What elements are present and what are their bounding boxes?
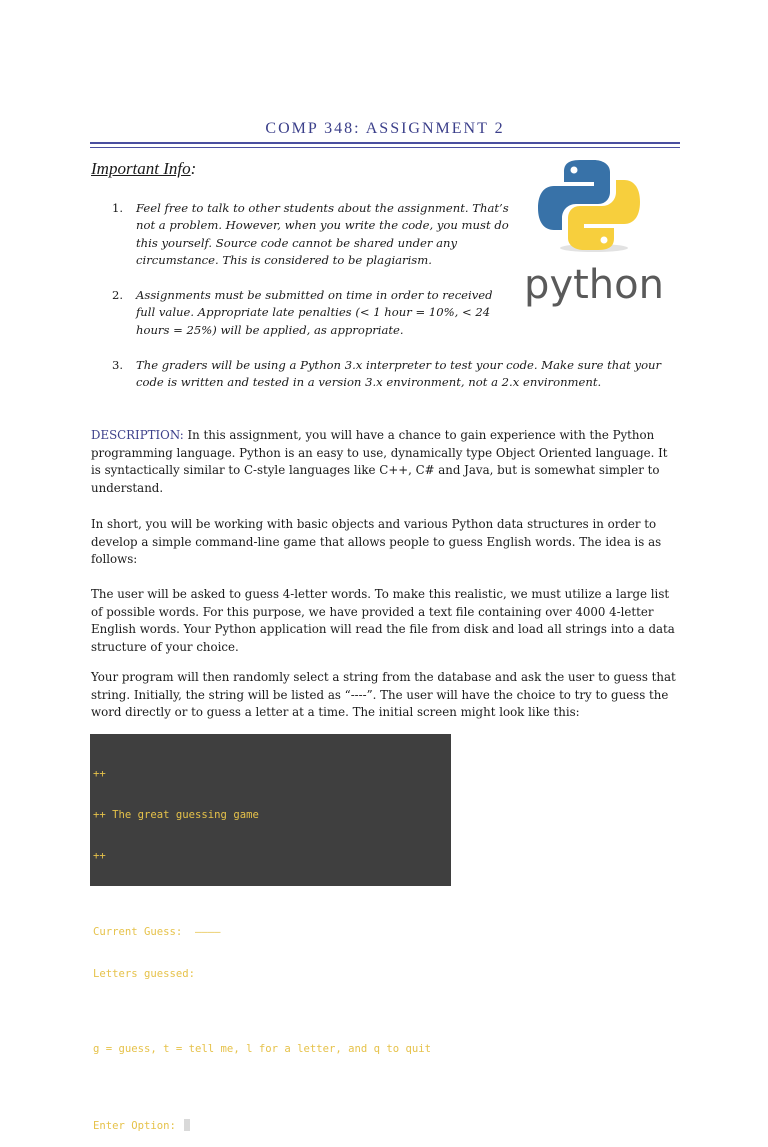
info-item-3 (112, 357, 688, 392)
page-title: COMP 348: ASSIGNMENT 2 (265, 120, 505, 137)
terminal-prompt-line (93, 1119, 451, 1133)
terminal-banner-title: ++ The great guessing game (93, 808, 259, 821)
important-info-heading-text: Important Info (91, 159, 191, 178)
terminal-options: g = guess, t = tell me, l for a letter, and q to quit (93, 1043, 432, 1056)
info-item-1 (112, 200, 528, 269)
terminal-banner-bottom: ++ (93, 850, 106, 863)
terminal-current-guess: Current Guess: –––– (93, 926, 221, 939)
info-item-number: 3. (112, 358, 124, 373)
info-item-2 (112, 287, 508, 339)
gameplay-paragraph: Your program will then randomly select a string from the database and ask the user to guess that string. Initially, the string will be listed as “----”. The user will have the choice to try to guess the word directly or to guess a letter at a time. The initial screen might look like this: (91, 670, 676, 720)
info-item-text: The graders will be using a Python 3.x interpreter to test your code. Make sure that your code is written and tested in a version 3.x environment, not a 2.x environment. (136, 358, 662, 390)
terminal-cursor-icon (184, 1119, 190, 1131)
summary-paragraph: In short, you will be working with basic objects and various Python data structures in order to develop a simple command-line game that allows people to guess English words. The idea is as follows: (91, 517, 662, 567)
important-info-heading-colon: : (190, 159, 197, 178)
info-item-number: 2. (112, 288, 124, 303)
word-list-paragraph: The user will be asked to guess 4-letter words. To make this realistic, we must utilize a large list of possible words. For this purpose, we have provided a text file containing over 4000 4-letter English words. Your Python application will read the file from disk and load all strings into a data structure of your choice. (91, 587, 675, 655)
info-item-text: Feel free to talk to other students about the assignment. That’s not a problem. However, when you write the code, you must do this yourself. Source code cannot be shared under any circumstance. This is considered to be plagiarism. (136, 201, 509, 267)
terminal-banner-top: ++ (93, 767, 106, 780)
info-item-number: 1. (112, 201, 124, 215)
python-logo (524, 158, 664, 308)
python-wordmark: python (524, 262, 664, 308)
terminal-screenshot (90, 734, 451, 1133)
important-info-heading (91, 159, 196, 179)
title-rule-thin (90, 147, 680, 148)
terminal-prompt: Enter Option: (93, 1120, 183, 1133)
description-label: DESCRIPTION: (91, 428, 184, 442)
description-text: In this assignment, you will have a chance to gain experience with the Python programming language. Python is an easy to use, dynamically type Object Oriented language. It is syntactically similar to C-style languages like C++, C# and Java, but is somewhat simpler to understand. (91, 428, 668, 496)
description-paragraph (91, 427, 681, 498)
title-rule (90, 142, 680, 144)
terminal-letters-guessed: Letters guessed: (93, 967, 196, 980)
info-item-text: Assignments must be submitted on time in order to received full value. Appropriate late penalties (< 1 hour = 10%, < 24 hours = 25%) will be applied, as appropriate. (136, 288, 493, 337)
